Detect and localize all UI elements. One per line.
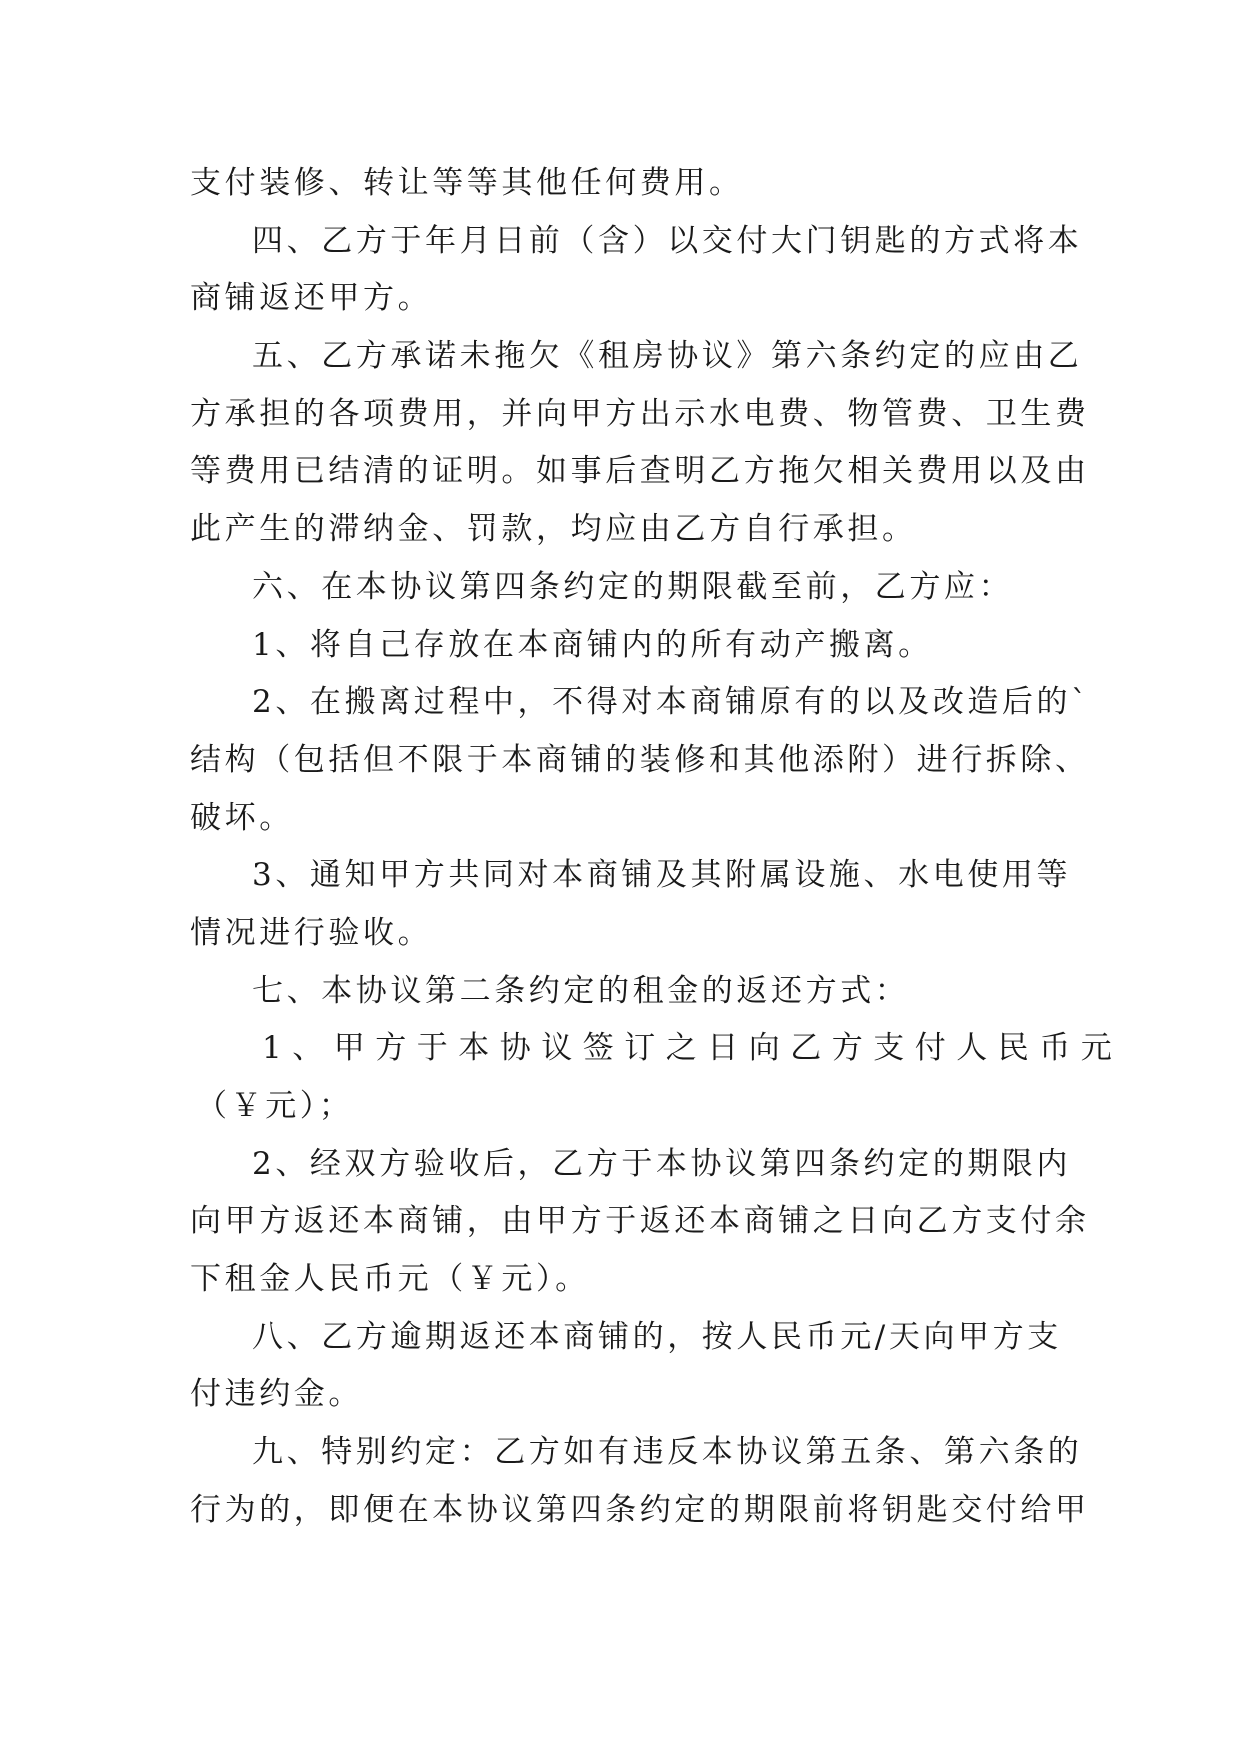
document-body <box>190 155 1123 1540</box>
clause-six: 六、在本协议第四条约定的期限截至前，乙方应： <box>252 568 1014 605</box>
sub-item-1: 1、将自己存放在本商铺内的所有动产搬离。 <box>252 626 933 663</box>
text-line: 破坏。 <box>190 799 294 836</box>
text-line: （￥元）； <box>196 1088 354 1124</box>
text-line: 付违约金。 <box>190 1376 363 1413</box>
sub-item-2: 2、在搬离过程中，不得对本商铺原有的以及改造后的` <box>252 684 1091 721</box>
text-line: 行为的，即便在本协议第四条约定的期限前将钥匙交付给甲 <box>190 1491 1090 1528</box>
text-line: 支付装修、转让等等其他任何费用。 <box>190 165 744 201</box>
clause-five: 五、乙方承诺未拖欠《租房协议》第六条约定的应由乙 <box>252 338 1083 375</box>
text-line: 此产生的滞纳金、罚款，均应由乙方自行承担。 <box>190 511 917 548</box>
text-line: 下租金人民币元（￥元）。 <box>190 1261 590 1298</box>
text-line: 方承担的各项费用，并向甲方出示水电费、物管费、卫生费 <box>190 395 1090 432</box>
text-line: 等费用已结清的证明。如事后查明乙方拖欠相关费用以及由 <box>190 453 1090 490</box>
text-line: 结构（包括但不限于本商铺的装修和其他添附）进行拆除、 <box>190 741 1090 778</box>
clause-four: 四、乙方于年月日前（含）以交付大门钥匙的方式将本 <box>252 222 1083 259</box>
clause-eight: 八、乙方逾期返还本商铺的，按人民币元/天向甲方支 <box>252 1318 1062 1355</box>
sub-item-1: 1、甲方于本协议签订之日向乙方支付人民币元 <box>262 1030 1123 1067</box>
clause-seven: 七、本协议第二条约定的租金的返还方式： <box>252 972 910 1009</box>
sub-item-2: 2、经双方验收后，乙方于本协议第四条约定的期限内 <box>252 1145 1072 1182</box>
text-line: 情况进行验收。 <box>190 914 433 951</box>
sub-item-3: 3、通知甲方共同对本商铺及其附属设施、水电使用等 <box>252 857 1072 894</box>
text-line: 商铺返还甲方。 <box>190 280 433 317</box>
clause-nine: 九、特别约定：乙方如有违反本协议第五条、第六条的 <box>252 1434 1083 1471</box>
text-line: 向甲方返还本商铺，由甲方于返还本商铺之日向乙方支付余 <box>190 1203 1090 1240</box>
